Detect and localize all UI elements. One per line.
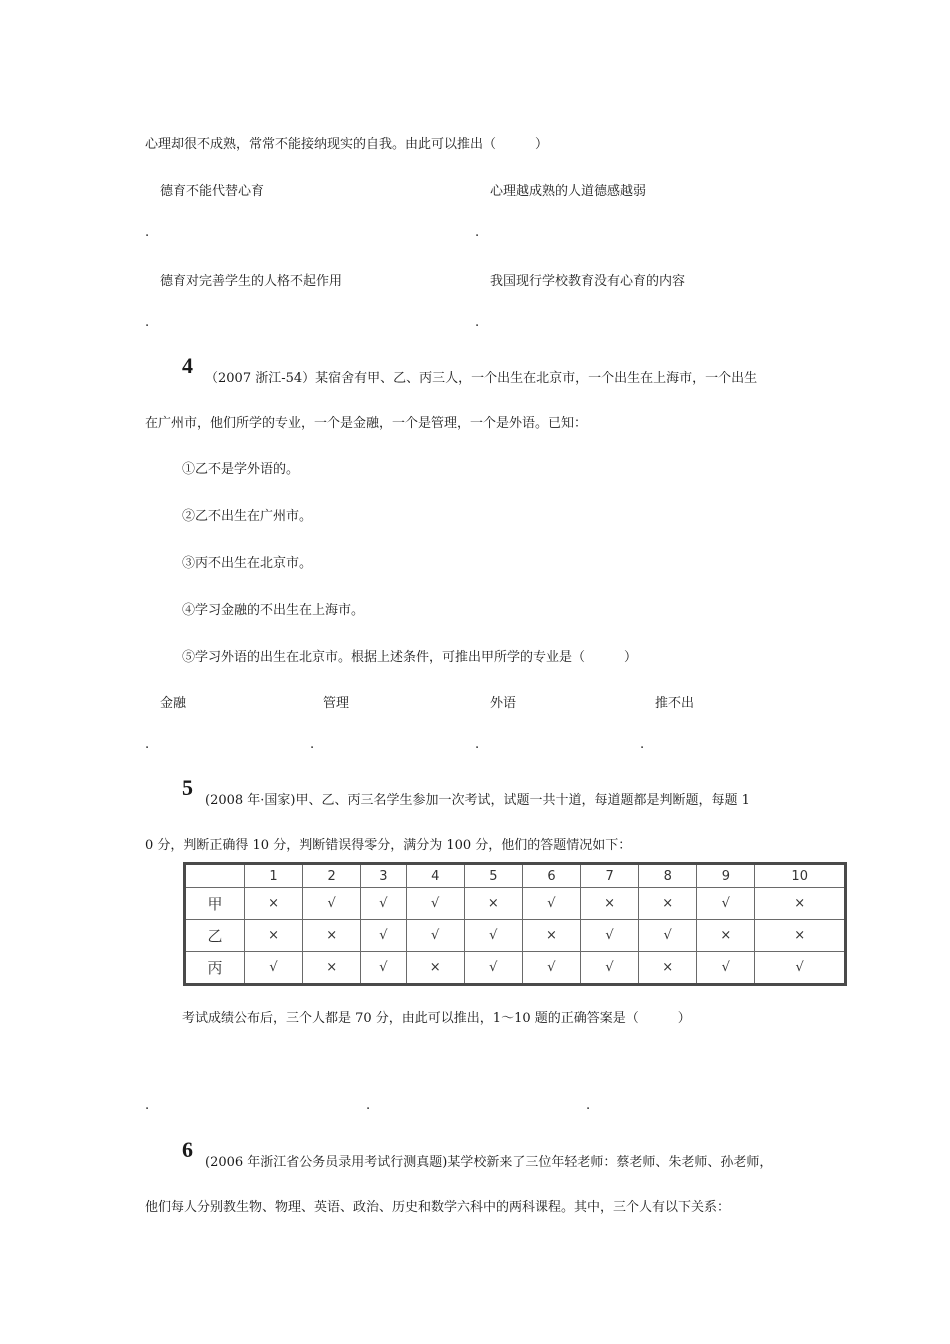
- mark-cell: ×: [303, 951, 361, 984]
- q4-option-a-dot: .: [145, 737, 150, 752]
- mark-cell: √: [581, 920, 639, 952]
- mark-cell: √: [755, 951, 846, 984]
- mark-cell: ×: [464, 888, 522, 920]
- q4-number: 4: [182, 353, 193, 378]
- q6-stem-line1: (2006 年浙江省公务员录用考试行测真题)某学校新来了三位年轻老师：蔡老师、朱老师、孙老师，: [205, 1155, 773, 1170]
- row-name: 甲: [185, 888, 245, 920]
- header-cell: 1: [245, 864, 303, 888]
- mark-cell: √: [522, 951, 580, 984]
- mark-cell: ×: [406, 951, 464, 984]
- mark-cell: √: [245, 951, 303, 984]
- header-cell: 3: [361, 864, 406, 888]
- mark-cell: √: [303, 888, 361, 920]
- q5-number: 5: [182, 775, 193, 800]
- q4-option-c-dot: .: [475, 737, 480, 752]
- mark-cell: √: [639, 920, 697, 952]
- q3-option-b: 心理越成熟的人道德感越弱: [490, 184, 647, 199]
- q4-option-d: 推不出: [655, 696, 695, 711]
- header-cell: 9: [697, 864, 755, 888]
- q3-option-b-dot: .: [475, 225, 480, 240]
- mark-cell: √: [697, 951, 755, 984]
- mark-cell: ×: [303, 920, 361, 952]
- header-cell: 6: [522, 864, 580, 888]
- mark-cell: ×: [245, 920, 303, 952]
- mark-cell: ×: [639, 951, 697, 984]
- row-name: 乙: [185, 920, 245, 952]
- table-row: [185, 920, 846, 952]
- q4-option-c: 外语: [490, 696, 517, 711]
- q3-option-c-dot: .: [145, 315, 150, 330]
- mark-cell: ×: [522, 920, 580, 952]
- mark-cell: √: [697, 888, 755, 920]
- mark-cell: ×: [581, 888, 639, 920]
- mark-cell: √: [522, 888, 580, 920]
- q4-condition-2: ②乙不出生在广州市。: [182, 509, 313, 524]
- header-cell: 5: [464, 864, 522, 888]
- q5-option-c-dot: .: [586, 1098, 591, 1113]
- q3-option-d: 我国现行学校教育没有心育的内容: [490, 274, 686, 289]
- q4-stem-line2: 在广州市，他们所学的专业，一个是金融，一个是管理，一个是外语。已知：: [145, 416, 588, 431]
- row-name: 丙: [185, 951, 245, 984]
- header-cell: 4: [406, 864, 464, 888]
- q4-condition-4: ④学习金融的不出生在上海市。: [182, 603, 365, 618]
- q3-option-a: 德育不能代替心育: [160, 184, 265, 199]
- mark-cell: √: [361, 951, 406, 984]
- q6-number: 6: [182, 1137, 193, 1162]
- q5-after-text: 考试成绩公布后，三个人都是 70 分，由此可以推出，1～10 题的正确答案是（ ）: [182, 1011, 691, 1026]
- q5-option-a-dot: .: [145, 1098, 150, 1113]
- q3-option-c: 德育对完善学生的人格不起作用: [160, 274, 343, 289]
- mark-cell: ×: [639, 888, 697, 920]
- table-row: [185, 951, 846, 984]
- q3-option-a-dot: .: [145, 225, 150, 240]
- q4-condition-5: ⑤学习外语的出生在北京市。根据上述条件，可推出甲所学的专业是（ ）: [182, 650, 638, 665]
- q4-condition-3: ③丙不出生在北京市。: [182, 556, 313, 571]
- header-cell: [185, 864, 245, 888]
- mark-cell: ×: [755, 920, 846, 952]
- q4-option-d-dot: .: [640, 737, 645, 752]
- mark-cell: ×: [697, 920, 755, 952]
- mark-cell: √: [464, 920, 522, 952]
- header-cell: 10: [755, 864, 846, 888]
- q5-stem-line2: 0 分，判断正确得 10 分，判断错误得零分，满分为 100 分，他们的答题情况如下：: [145, 838, 632, 853]
- answer-table-header: [185, 864, 846, 888]
- q3-stem-tail: 心理却很不成熟，常常不能接纳现实的自我。由此可以推出（ ）: [145, 137, 549, 152]
- q5-option-b-dot: .: [366, 1098, 371, 1113]
- q4-option-b-dot: .: [310, 737, 315, 752]
- q6-stem-line2: 他们每人分别教生物、物理、英语、政治、历史和数学六科中的两科课程。其中，三个人有以下关系：: [145, 1200, 731, 1215]
- mark-cell: √: [406, 920, 464, 952]
- mark-cell: ×: [755, 888, 846, 920]
- header-cell: 2: [303, 864, 361, 888]
- q4-condition-1: ①乙不是学外语的。: [182, 462, 300, 477]
- header-cell: 7: [581, 864, 639, 888]
- answer-table: [183, 862, 847, 986]
- mark-cell: √: [464, 951, 522, 984]
- mark-cell: √: [361, 920, 406, 952]
- mark-cell: √: [406, 888, 464, 920]
- mark-cell: √: [361, 888, 406, 920]
- q4-option-b: 管理: [323, 696, 350, 711]
- q5-stem-line1: (2008 年·国家)甲、乙、丙三名学生参加一次考试，试题一共十道，每道题都是判断题，每题 1: [205, 793, 750, 808]
- q3-option-d-dot: .: [475, 315, 480, 330]
- q4-stem-line1: （2007 浙江-54）某宿舍有甲、乙、丙三人，一个出生在北京市，一个出生在上海市，一个出生: [205, 371, 758, 386]
- mark-cell: √: [581, 951, 639, 984]
- mark-cell: ×: [245, 888, 303, 920]
- table-row: [185, 888, 846, 920]
- q4-option-a: 金融: [160, 696, 187, 711]
- header-cell: 8: [639, 864, 697, 888]
